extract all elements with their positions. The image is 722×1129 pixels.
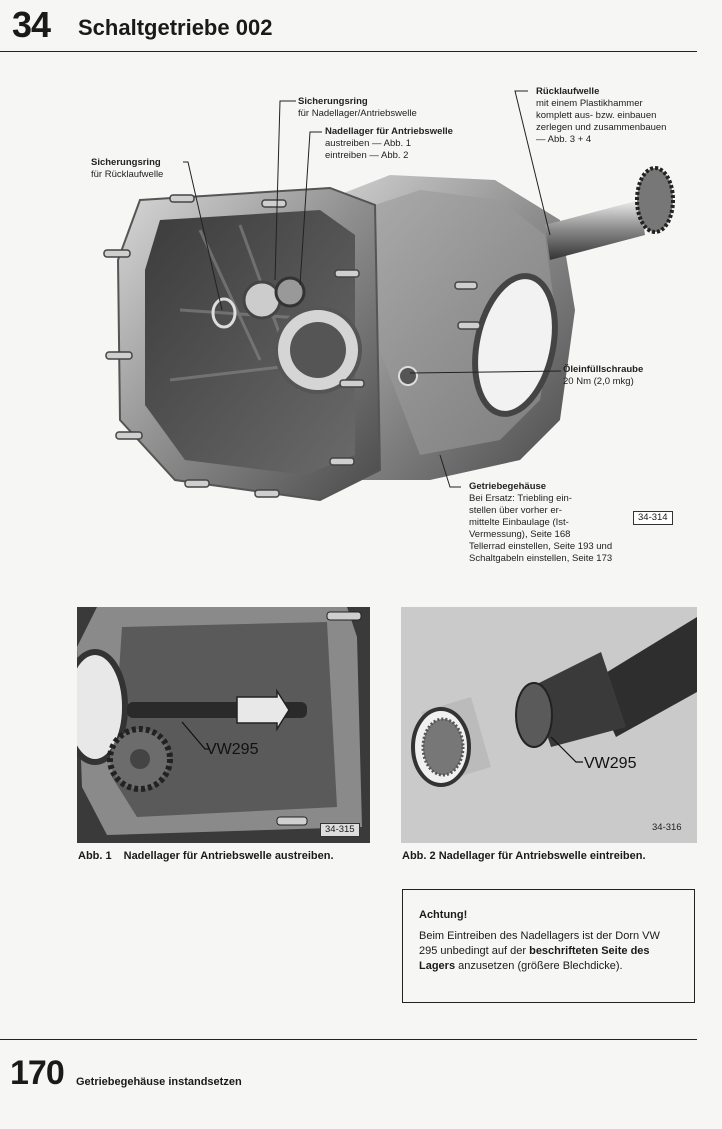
caption-abb2-number: Abb. 2: [402, 850, 436, 862]
figure-code-abb2: 34-316: [652, 822, 682, 833]
notice-text-bold: beschrifteten Seite des Lagers: [419, 945, 650, 972]
chapter-title: Schaltgetriebe 002: [78, 15, 273, 40]
photo-abb2: [401, 607, 697, 843]
caption-abb2-text: Nadellager für Antriebswelle eintreiben.: [438, 850, 646, 862]
callout-ruecklaufwelle: Rücklaufwelle mit einem Plastikhammer komplett aus- bzw. einbauen zerlegen und zusammenbauen — Abb. 3 + 4: [536, 86, 667, 145]
photo2-tool-label: VW295: [584, 755, 637, 772]
figure-code-abb1: 34-315: [320, 823, 360, 837]
notice-text-1: Beim Eintreiben des Nadellagers ist der Dorn VW 295 unbedingt auf der: [419, 930, 660, 957]
footer-rule: [0, 1039, 697, 1040]
callout-nadellager: Nadellager für Antriebswelle austreiben — Abb. 1 eintreiben — Abb. 2: [325, 126, 453, 161]
callout-getriebegehaeuse: Getriebegehäuse Bei Ersatz: Triebling ein- stellen über vorher er- mittelte Einbaulage (Ist- Vermessung), Seite 168 Tellerrad einstellen, Seite 193 und Schaltgabeln einstellen, Seite 173: [469, 481, 613, 564]
notice-title: Achtung!: [419, 909, 468, 921]
drift-driving-in-illustration: [401, 607, 697, 843]
footer-title: Getriebegehäuse instandsetzen: [76, 1076, 242, 1088]
photo-abb1: [77, 607, 370, 843]
header-rule: [0, 51, 697, 52]
caption-abb1-number: Abb. 1: [78, 850, 112, 862]
callout-sicherungsring-antriebswelle: Sicherungsring für Nadellager/Antriebswelle: [298, 96, 417, 119]
photo1-tool-label: VW295: [206, 741, 259, 758]
warning-notice-box: [402, 889, 695, 1003]
caption-abb1: [78, 850, 334, 862]
chapter-number: 34: [12, 4, 51, 45]
figure-code-main: 34-314: [633, 511, 673, 525]
caption-abb1-text: Nadellager für Antriebswelle austreiben.: [123, 850, 334, 862]
page-number: 170: [10, 1054, 64, 1092]
drift-driving-out-illustration: [77, 607, 370, 843]
notice-text-2: anzusetzen (größere Blechdicke).: [455, 960, 623, 972]
caption-abb2: [402, 850, 646, 862]
callout-oeleinfuellschraube: Öleinfüllschraube 20 Nm (2,0 mkg): [563, 364, 644, 387]
callout-sicherungsring-ruecklaufwelle: Sicherungsring für Rücklaufwelle: [91, 157, 164, 180]
